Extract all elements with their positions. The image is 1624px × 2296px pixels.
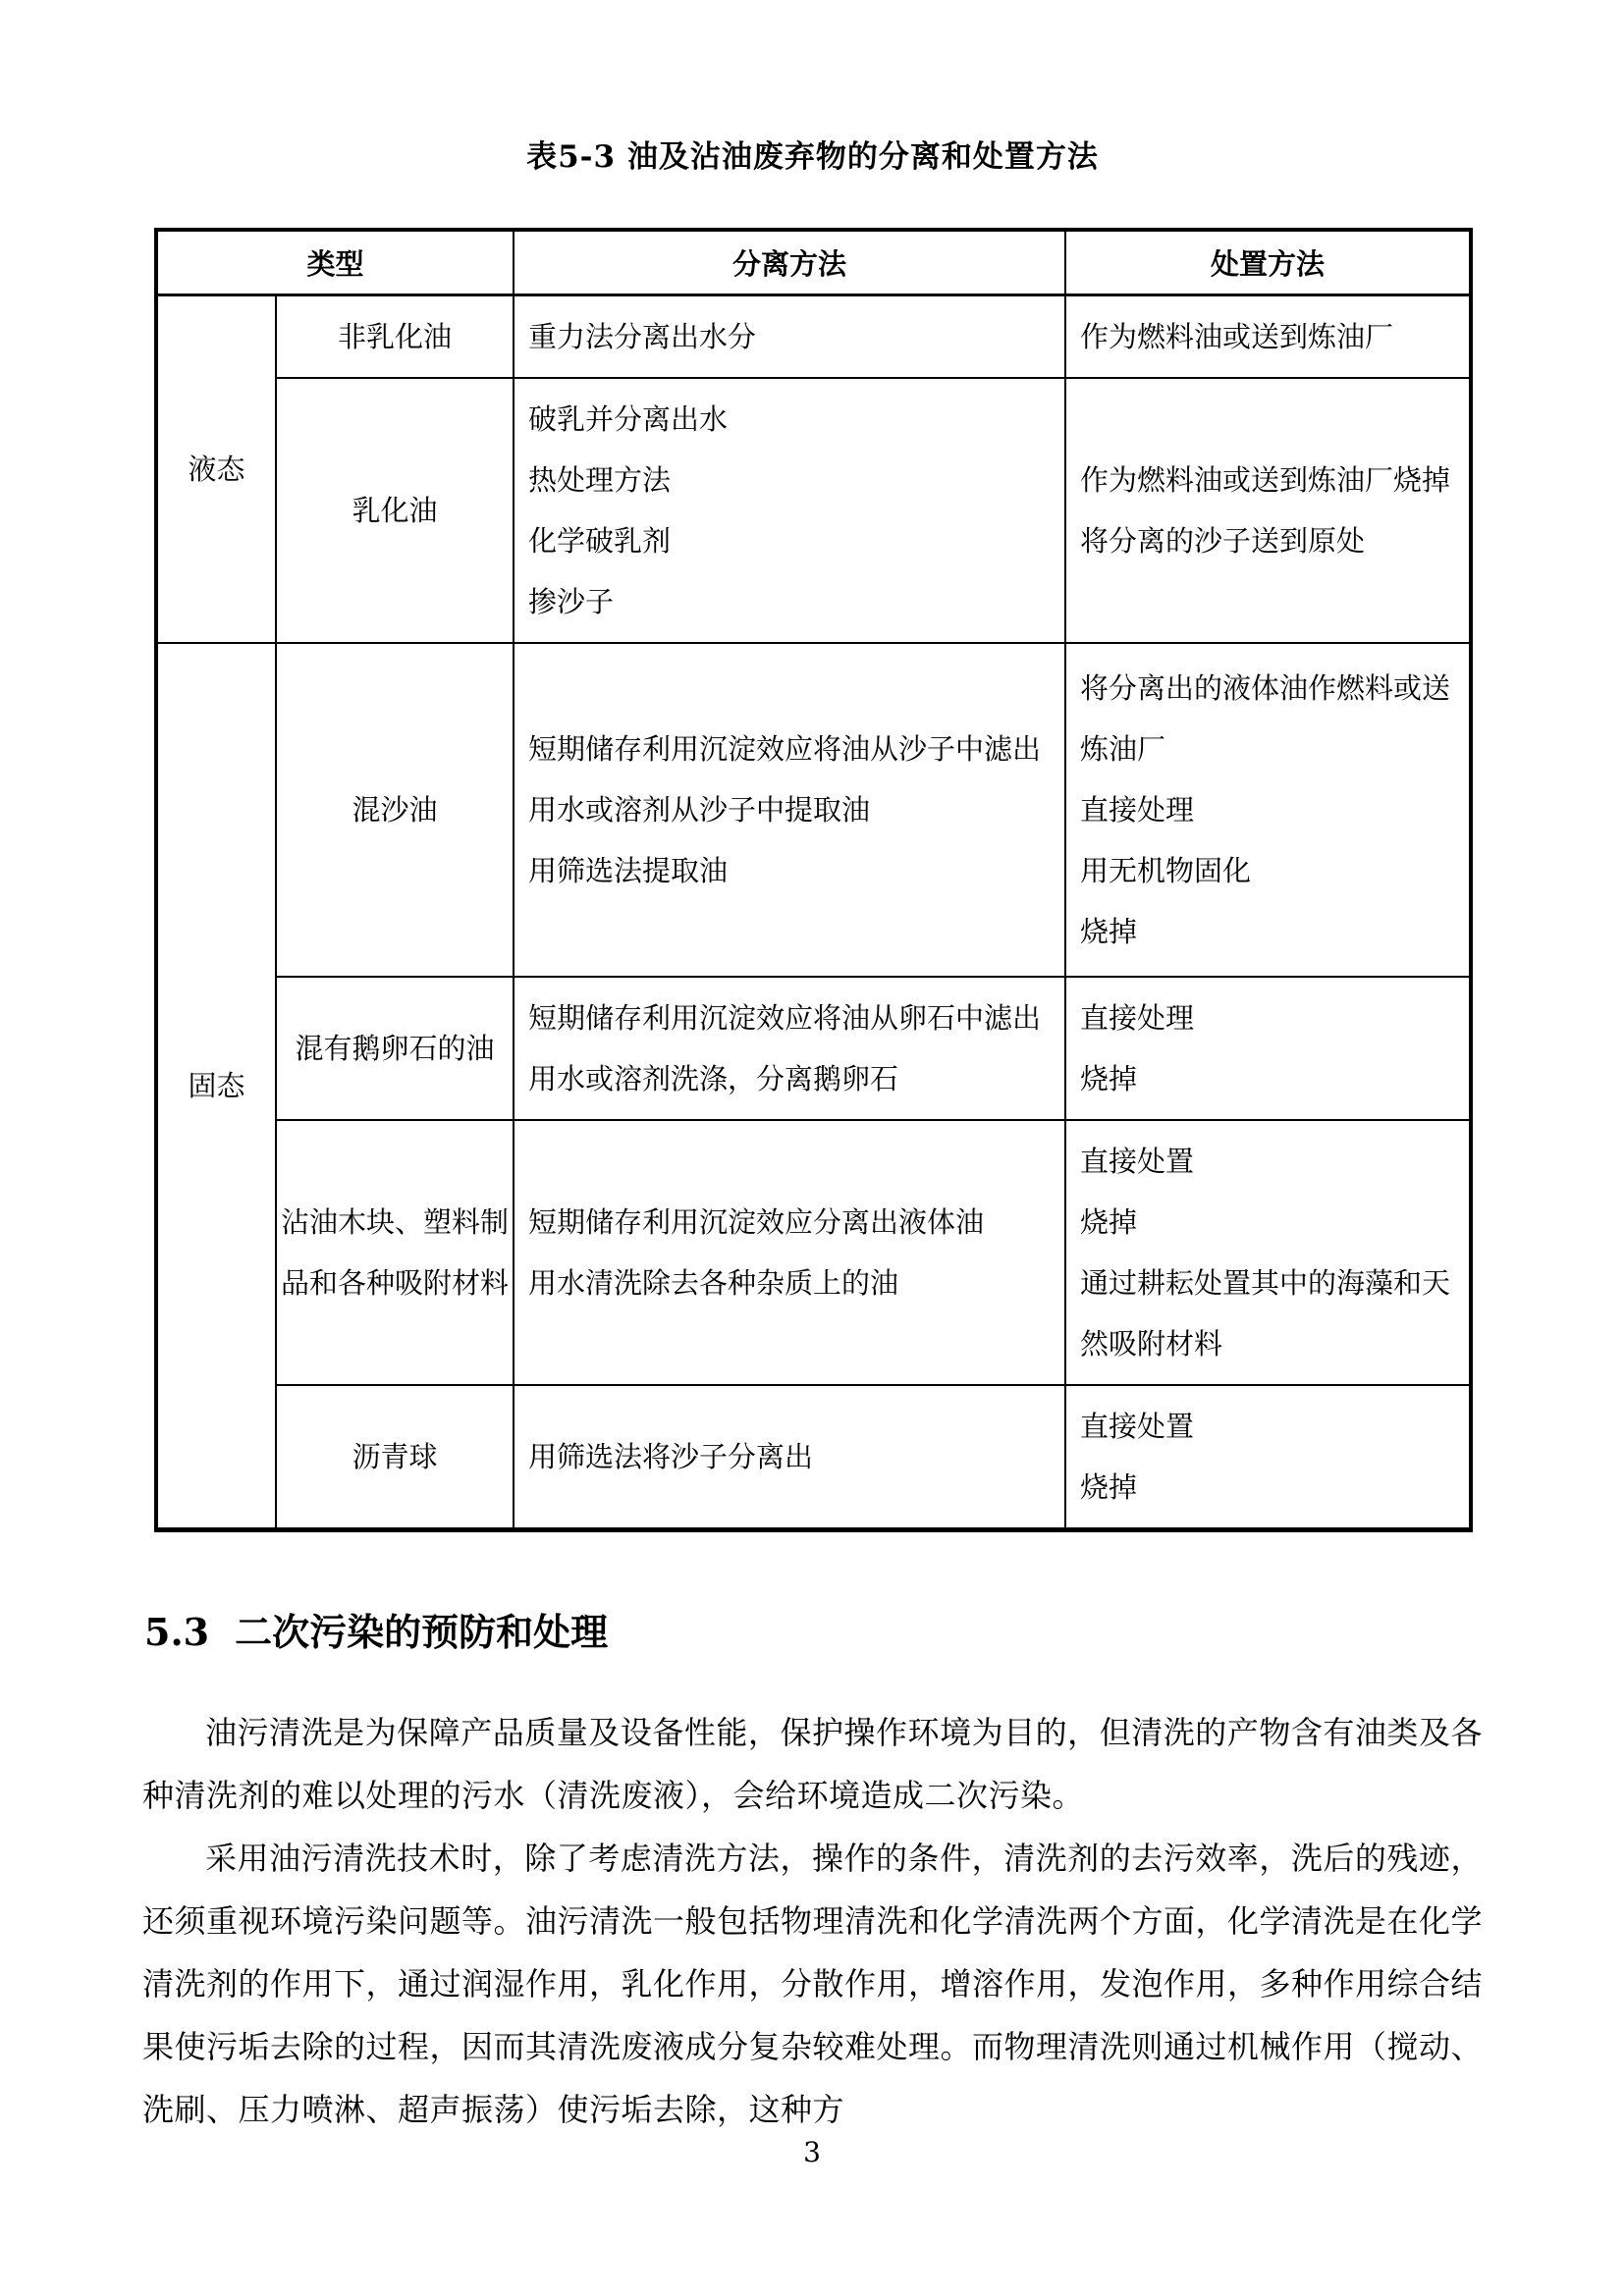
type-cell: 沾油木块、塑料制品和各种吸附材料 (276, 1120, 514, 1385)
type-cell: 混有鹅卵石的油 (276, 977, 514, 1120)
table-row (156, 643, 1471, 977)
state-cell-solid: 固态 (156, 643, 276, 1530)
cell-line: 用筛选法提取油 (528, 853, 729, 887)
cell-line: 用水或溶剂从沙子中提取油 (528, 792, 871, 827)
separation-cell (514, 294, 1065, 378)
cell-line: 用筛选法将沙子分离出 (528, 1439, 814, 1473)
type-cell: 沥青球 (276, 1385, 514, 1530)
table-row (156, 977, 1471, 1120)
oil-waste-table (154, 228, 1473, 1532)
cell-line: 掺沙子 (528, 584, 615, 618)
type-cell: 混沙油 (276, 643, 514, 977)
cell-line: 作为燃料油或送到炼油厂 (1080, 319, 1394, 353)
cell-line: 直接处理 (1080, 792, 1195, 827)
cell-line: 烧掉 (1080, 914, 1138, 948)
cell-line: 烧掉 (1080, 1204, 1138, 1239)
cell-line: 作为燃料油或送到炼油厂烧掉 (1080, 462, 1451, 497)
table-row (156, 294, 1471, 378)
cell-line: 重力法分离出水分 (528, 319, 757, 353)
page-number: 3 (803, 2136, 821, 2168)
disposal-cell (1065, 977, 1471, 1120)
body-text (142, 1701, 1483, 2141)
disposal-cell (1065, 643, 1471, 977)
cell-line: 直接处理 (1080, 1000, 1195, 1035)
cell-line: 短期储存利用沉淀效应将油从卵石中滤出 (528, 1000, 1042, 1035)
cell-line: 用水或溶剂洗涤，分离鹅卵石 (528, 1061, 899, 1095)
table-row (156, 1120, 1471, 1385)
cell-line: 烧掉 (1080, 1061, 1138, 1095)
table-header-row (156, 230, 1471, 294)
cell-line: 破乳并分离出水 (528, 401, 729, 436)
header-type: 类型 (156, 230, 514, 294)
state-cell-liquid: 液态 (156, 294, 276, 643)
cell-line: 短期储存利用沉淀效应将油从沙子中滤出 (528, 731, 1042, 766)
disposal-cell (1065, 378, 1471, 643)
cell-line: 将分离的沙子送到原处 (1080, 523, 1366, 558)
disposal-cell (1065, 1385, 1471, 1530)
cell-line: 热处理方法 (528, 462, 672, 497)
table-title: 表5-3 油及沾油废弃物的分离和处置方法 (526, 139, 1099, 175)
cell-line: 化学破乳剂 (528, 523, 672, 558)
separation-cell (514, 977, 1065, 1120)
separation-cell (514, 378, 1065, 643)
type-cell: 非乳化油 (276, 294, 514, 378)
cell-line: 将分离出的液体油作燃料或送炼油厂 (1080, 670, 1451, 766)
disposal-cell (1065, 1120, 1471, 1385)
separation-cell (514, 1385, 1065, 1530)
paragraph: 油污清洗是为保障产品质量及设备性能，保护操作环境为目的，但清洗的产物含有油类及各种清洗剂的难以处理的污水（清洗废液），会给环境造成二次污染。 (142, 1713, 1483, 1814)
type-cell: 乳化油 (276, 378, 514, 643)
cell-line: 用水清洗除去各种杂质上的油 (528, 1265, 899, 1300)
section-heading (144, 1611, 1483, 1654)
cell-line: 直接处置 (1080, 1144, 1195, 1178)
cell-line: 通过耕耘处置其中的海藻和天然吸附材料 (1080, 1265, 1451, 1361)
section-heading-number: 5.3 (144, 1609, 210, 1654)
cell-line: 烧掉 (1080, 1469, 1138, 1504)
cell-line: 用无机物固化 (1080, 853, 1252, 887)
header-disposal: 处置方法 (1065, 230, 1471, 294)
section-heading-text: 二次污染的预防和处理 (235, 1609, 609, 1654)
header-separation: 分离方法 (514, 230, 1065, 294)
cell-line: 短期储存利用沉淀效应分离出液体油 (528, 1204, 985, 1239)
separation-cell (514, 1120, 1065, 1385)
cell-line: 直接处置 (1080, 1409, 1195, 1443)
separation-cell (514, 643, 1065, 977)
disposal-cell (1065, 294, 1471, 378)
paragraph: 采用油污清洗技术时，除了考虑清洗方法，操作的条件，清洗剂的去污效率，洗后的残迹，还须重视环境污染问题等。油污清洗一般包括物理清洗和化学清洗两个方面，化学清洗是在化学清洗剂的作用下，通过润湿作用，乳化作用，分散作用，增溶作用，发泡作用，多种作用综合结果使污垢去除的过程，因而其清洗废液成分复杂较难处理。而物理清洗则通过机械作用（搅动、洗刷、压力喷淋、超声振荡）使污垢去除，这种方 (142, 1839, 1484, 2128)
table-row (156, 378, 1471, 643)
table-row (156, 1385, 1471, 1530)
